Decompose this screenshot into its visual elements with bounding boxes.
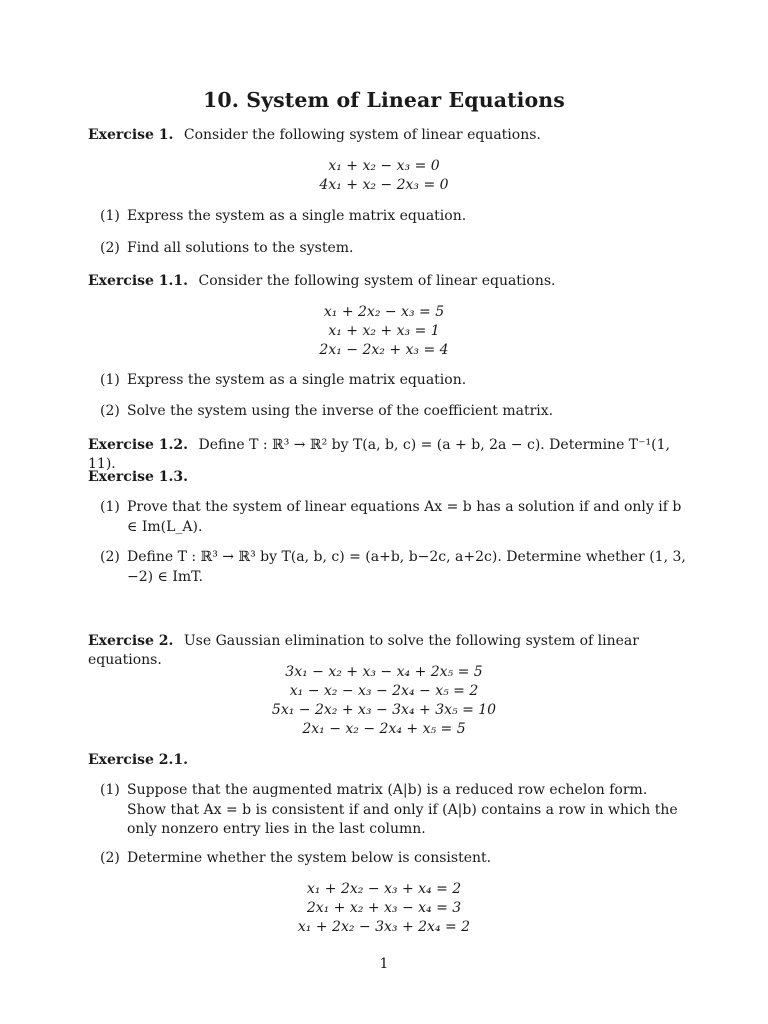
equation: x₁ + 2x₂ − x₃ = 5 bbox=[323, 304, 445, 320]
item-text: Find all solutions to the system. bbox=[127, 240, 354, 256]
exercise-text: Consider the following system of linear equations. bbox=[198, 273, 556, 289]
exercise-2-equations bbox=[0, 663, 768, 739]
item-number: (2) bbox=[100, 403, 120, 419]
exercise-label: Exercise 2.1. bbox=[88, 752, 189, 768]
equation: 2x₁ − 2x₂ + x₃ = 4 bbox=[319, 342, 449, 358]
equation: x₁ + 2x₂ − 3x₃ + 2x₄ = 2 bbox=[297, 919, 471, 935]
exercise-label: Exercise 1.1. bbox=[88, 273, 189, 289]
item-text: Determine whether the system below is consistent. bbox=[127, 850, 492, 866]
item-number: (2) bbox=[100, 549, 120, 565]
item-number: (1) bbox=[100, 372, 120, 388]
exercise-text: Define T : ℝ³ → ℝ² by T(a, b, c) = (a + b, 2a − c). Determine T⁻¹(1, 11). bbox=[88, 437, 670, 472]
exercise-2-1-item-1 bbox=[100, 781, 688, 840]
item-number: (1) bbox=[100, 782, 120, 798]
exercise-1-1-item-1 bbox=[100, 371, 688, 391]
exercise-1-1-heading bbox=[88, 272, 688, 291]
page-number: 1 bbox=[379, 956, 389, 972]
exercise-2-1-equations bbox=[0, 880, 768, 937]
exercise-1-item-1 bbox=[100, 207, 688, 227]
item-text: Express the system as a single matrix equation. bbox=[127, 372, 467, 388]
equation: x₁ + x₂ + x₃ = 1 bbox=[328, 323, 440, 339]
exercise-1-3-item-1 bbox=[100, 498, 688, 537]
exercise-1-1-equations bbox=[0, 303, 768, 360]
equation: 5x₁ − 2x₂ + x₃ − 3x₄ + 3x₅ = 10 bbox=[271, 702, 497, 718]
equation: x₁ − x₂ − x₃ − 2x₄ − x₅ = 2 bbox=[289, 683, 479, 699]
exercise-label: Exercise 2. bbox=[88, 633, 174, 649]
exercise-label: Exercise 1.2. bbox=[88, 437, 189, 453]
exercise-2-1-heading bbox=[88, 751, 688, 770]
equation: 2x₁ + x₂ + x₃ − x₄ = 3 bbox=[306, 900, 462, 916]
equation: 2x₁ − x₂ − 2x₄ + x₅ = 5 bbox=[302, 721, 466, 737]
item-text: Solve the system using the inverse of the coefficient matrix. bbox=[127, 403, 554, 419]
item-text: Suppose that the augmented matrix (A|b) is a reduced row echelon form. Show that Ax = b is consistent if and only if (A|b) contains a row in which the only nonzero entry lies in the last column. bbox=[127, 782, 678, 837]
equation: 4x₁ + x₂ − 2x₃ = 0 bbox=[319, 177, 449, 193]
item-number: (2) bbox=[100, 850, 120, 866]
exercise-label: Exercise 1.3. bbox=[88, 469, 189, 485]
item-text: Express the system as a single matrix equation. bbox=[127, 208, 467, 224]
item-number: (1) bbox=[100, 208, 120, 224]
exercise-text: Use Gaussian elimination to solve the following system of linear equations. bbox=[88, 633, 639, 668]
exercise-1-equations bbox=[0, 157, 768, 195]
exercise-2-1-item-2 bbox=[100, 849, 688, 869]
equation: x₁ + x₂ − x₃ = 0 bbox=[328, 158, 440, 174]
item-text: Prove that the system of linear equations Ax = b has a solution if and only if b ∈ Im(L_A). bbox=[127, 499, 682, 535]
equation: 3x₁ − x₂ + x₃ − x₄ + 2x₅ = 5 bbox=[285, 664, 483, 680]
exercise-label: Exercise 1. bbox=[88, 127, 174, 143]
exercise-1-1-item-2 bbox=[100, 402, 688, 422]
item-number: (2) bbox=[100, 240, 120, 256]
exercise-1-heading bbox=[88, 126, 688, 145]
item-text: Define T : ℝ³ → ℝ³ by T(a, b, c) = (a+b, b−2c, a+2c). Determine whether (1, 3, −2) ∈ ImT. bbox=[127, 549, 686, 585]
exercise-1-3-item-2 bbox=[100, 548, 688, 587]
equation: x₁ + 2x₂ − x₃ + x₄ = 2 bbox=[306, 881, 462, 897]
exercise-text: Consider the following system of linear equations. bbox=[183, 127, 541, 143]
page-title: 10. System of Linear Equations bbox=[203, 88, 565, 112]
exercise-1-item-2 bbox=[100, 239, 688, 259]
exercise-1-3-heading bbox=[88, 468, 688, 487]
item-number: (1) bbox=[100, 499, 120, 515]
